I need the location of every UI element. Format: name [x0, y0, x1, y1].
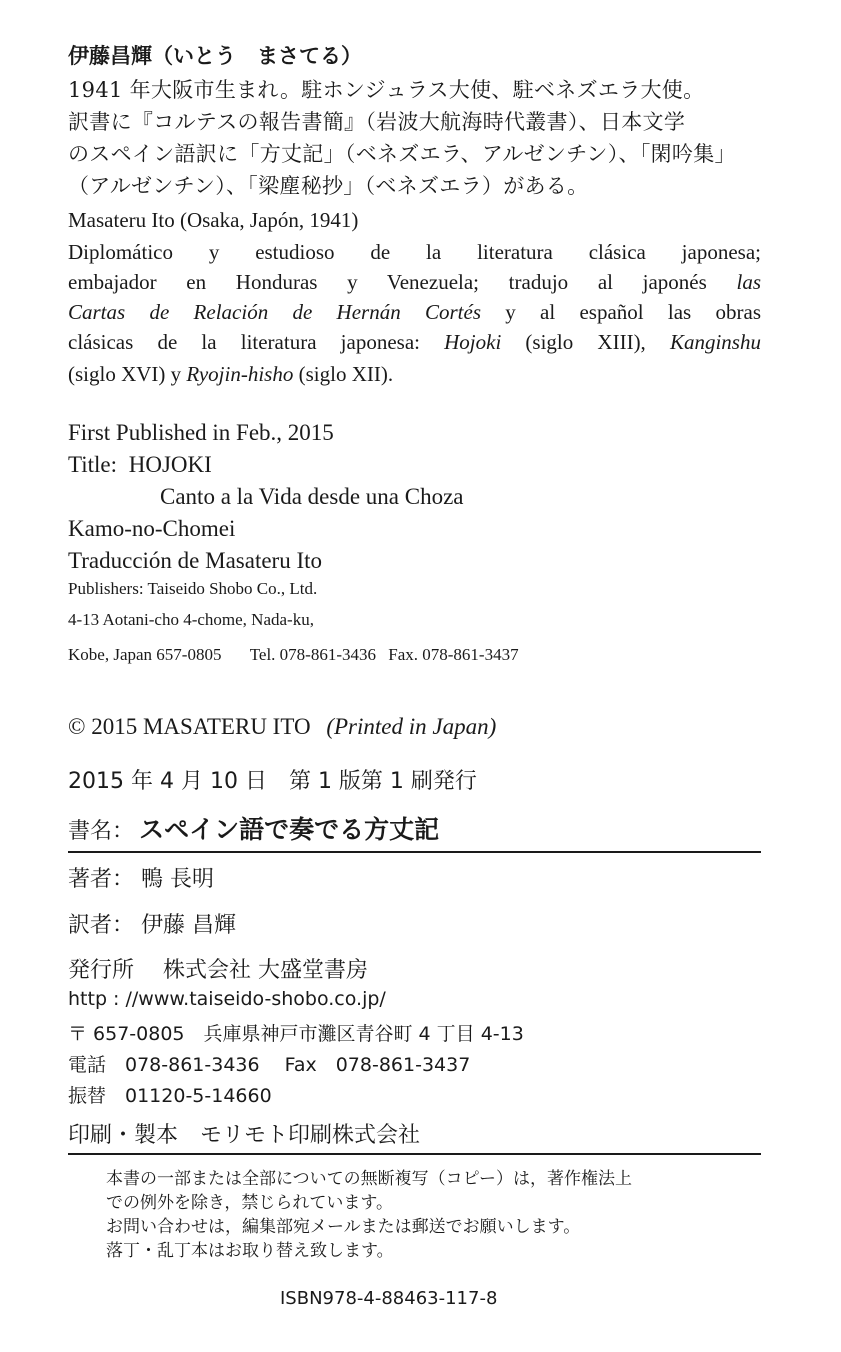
copyright-line: [68, 714, 496, 740]
publisher-jp: 発行所 株式会社 大盛堂書房: [68, 958, 368, 983]
first-published: First Published in Feb., 2015: [68, 420, 334, 445]
author-bio-es-line: embajador en Honduras y Venezuela; tradujo al japonés las: [68, 270, 761, 294]
divider: [68, 1153, 761, 1155]
author-heading-es: Masateru Ito (Osaka, Japón, 1941): [68, 208, 359, 232]
author-bio-jp-line: （アルゼンチン）、「梁塵秘抄」（ベネズエラ）がある。: [68, 174, 589, 198]
printed-in: (Printed in Japan): [326, 714, 497, 739]
author-name-jp: 伊藤昌輝（いとう まさてる）: [68, 43, 362, 68]
isbn: ISBN978-4-88463-117-8: [280, 1288, 498, 1309]
title-line: [68, 452, 212, 478]
author-bio-jp-line: 訳書に『コルテスの報告書簡』（岩波大航海時代叢書）、日本文学: [68, 110, 686, 134]
notice-line: での例外を除き，禁じられています。: [106, 1193, 393, 1213]
publication-date-jp: 2015 年 4 月 10 日 第 1 版第 1 刷発行: [68, 769, 477, 794]
book-title-jp: スペイン語で奏でる方丈記: [139, 815, 440, 844]
notice-line: 本書の一部または全部についての無断複写（コピー）は，著作権法上: [106, 1169, 632, 1189]
divider: [68, 851, 761, 853]
author-bio-es-line: Cartas de Relación de Hernán Cortés y al español las obras: [68, 300, 761, 324]
fax-en: Fax. 078-861-3437: [388, 645, 519, 664]
address-line1-en: 4-13 Aotani-cho 4-chome, Nada-ku,: [68, 610, 314, 629]
author-bio-es-line: Diplomático y estudioso de la literatura clásica japonesa;: [68, 240, 761, 264]
author-en: Kamo-no-Chomei: [68, 516, 236, 541]
transfer-account-jp: 振替 01120-5-14660: [68, 1085, 272, 1107]
publisher-en: Publishers: Taiseido Shobo Co., Ltd.: [68, 579, 318, 598]
notice-line: お問い合わせは，編集部宛メールまたは郵送でお願いします。: [106, 1217, 581, 1237]
author-bio-es-line: clásicas de la literatura japonesa: Hojoki (siglo XIII), Kanginshu: [68, 330, 761, 354]
notice-line: 落丁・乱丁本はお取り替え致します。: [106, 1241, 394, 1261]
address-city: Kobe, Japan 657-0805: [68, 645, 222, 664]
tel-en: Tel. 078-861-3436: [249, 645, 376, 664]
publisher-url: http : //www.taiseido-shobo.co.jp/: [68, 988, 386, 1010]
copyright: © 2015 MASATERU ITO: [68, 714, 311, 739]
address-line2-en: [68, 645, 519, 665]
author-bio-jp-line: のスペイン語訳に「方丈記」（ベネズエラ、アルゼンチン）、「閑吟集」: [68, 142, 736, 166]
book-title-en: HOJOKI: [128, 452, 212, 477]
author-jp: 著者： 鴨 長明: [68, 867, 214, 892]
title-label: Title:: [68, 452, 118, 477]
phone-fax-jp: 電話 078-861-3436 Fax 078-861-3437: [68, 1054, 471, 1076]
author-bio-es-line: (siglo XVI) y Ryojin-hisho (siglo XII).: [68, 362, 394, 386]
printer-jp: 印刷・製本 モリモト印刷株式会社: [68, 1123, 421, 1148]
book-title-line-jp: [68, 810, 439, 846]
translator-en: Traducción de Masateru Ito: [68, 548, 322, 573]
book-subtitle-en: Canto a la Vida desde una Choza: [160, 484, 464, 509]
book-title-label: 書名：: [68, 819, 135, 844]
author-bio-jp-line: 1941 年大阪市生まれ。駐ホンジュラス大使、駐ベネズエラ大使。: [68, 78, 705, 102]
translator-jp: 訳者： 伊藤 昌輝: [68, 913, 236, 938]
postal-address-jp: 〒 657-0805 兵庫県神戸市灘区青谷町 4 丁目 4-13: [68, 1023, 524, 1045]
